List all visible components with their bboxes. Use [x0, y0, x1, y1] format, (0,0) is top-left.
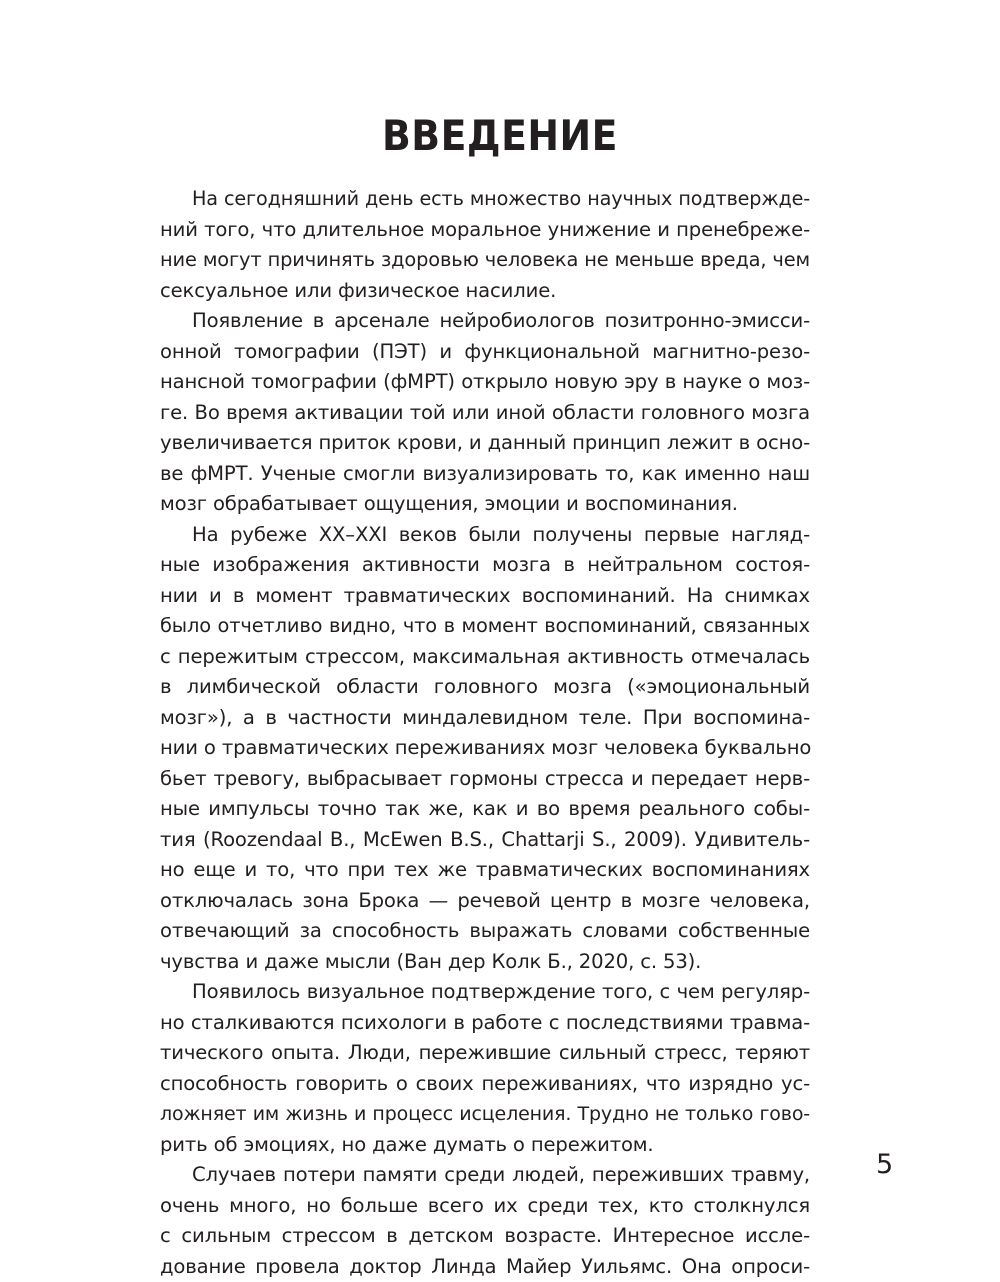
paragraph-line: было отчетливо видно, что в момент воспоминаний, связанных: [160, 611, 810, 642]
paragraph-line: ве фМРТ. Ученые смогли визуализировать то, как именно наш: [160, 459, 810, 490]
paragraph-line: онной томографии (ПЭТ) и функциональной магнитно-резо-: [160, 337, 810, 368]
paragraph-line: мозг»), а в частности миндалевидном теле. При воспомина-: [160, 703, 810, 734]
paragraph-line: очень много, но больше всего их среди тех, кто столкнулся: [160, 1191, 810, 1222]
paragraph-line: отвечающий за способность выражать словами собственные: [160, 916, 810, 947]
paragraph-line: сексуальное или физическое насилие.: [160, 276, 810, 307]
page-number: 5: [876, 1148, 893, 1182]
paragraph-line: дование провела доктор Линда Майер Уильямс. Она опроси-: [160, 1252, 810, 1282]
paragraph-line: тия (Roozendaal B., McEwen B.S., Chattarji S., 2009). Удивитель-: [160, 825, 810, 856]
paragraph-line: ние могут причинять здоровью человека не меньше вреда, чем: [160, 245, 810, 276]
paragraph-line: Появление в арсенале нейробиологов позитронно-эмисси-: [160, 306, 810, 337]
paragraph-line: Появилось визуальное подтверждение того, с чем регуляр-: [160, 977, 810, 1008]
paragraph-line: рить об эмоциях, но даже думать о пережитом.: [160, 1130, 810, 1161]
paragraph-line: в лимбической области головного мозга («эмоциональный: [160, 672, 810, 703]
paragraph-line: но сталкиваются психологи в работе с последствиями травма-: [160, 1008, 810, 1039]
paragraph-line: мозг обрабатывает ощущения, эмоции и воспоминания.: [160, 489, 810, 520]
paragraph-line: ные импульсы точно так же, как и во время реального собы-: [160, 794, 810, 825]
paragraph-line: нии и в момент травматических воспоминаний. На снимках: [160, 581, 810, 612]
paragraph-line: чувства и даже мысли (Ван дер Колк Б., 2020, с. 53).: [160, 947, 810, 978]
paragraph-line: способность говорить о своих переживаниях, что изрядно ус-: [160, 1069, 810, 1100]
paragraph-line: тического опыта. Люди, пережившие сильный стресс, теряют: [160, 1038, 810, 1069]
paragraph-line: бьет тревогу, выбрасывает гормоны стресса и передает нерв-: [160, 764, 810, 795]
paragraph-line: увеличивается приток крови, и данный принцип лежит в осно-: [160, 428, 810, 459]
paragraph-line: На сегодняшний день есть множество научных подтвержде-: [160, 184, 810, 215]
paragraph-line: нансной томографии (фМРТ) открыло новую эру в науке о моз-: [160, 367, 810, 398]
body-text: [160, 184, 810, 1282]
paragraph-line: ложняет им жизнь и процесс исцеления. Трудно не только гово-: [160, 1099, 810, 1130]
paragraph-line: отключалась зона Брока — речевой центр в мозге человека,: [160, 886, 810, 917]
paragraph-line: Случаев потери памяти среди людей, переживших травму,: [160, 1160, 810, 1191]
paragraph-line: ге. Во время активации той или иной области головного мозга: [160, 398, 810, 429]
paragraph-line: но еще и то, что при тех же травматических воспоминаниях: [160, 855, 810, 886]
chapter-title: ВВЕДЕНИЕ: [0, 110, 1000, 162]
paragraph-line: ные изображения активности мозга в нейтральном состоя-: [160, 550, 810, 581]
paragraph-line: нии о травматических переживаниях мозг человека буквально: [160, 733, 810, 764]
paragraph-line: ний того, что длительное моральное унижение и пренебреже-: [160, 215, 810, 246]
paragraph-line: с сильным стрессом в детском возрасте. Интересное иссле-: [160, 1221, 810, 1252]
paragraph-line: с пережитым стрессом, максимальная активность отмечалась: [160, 642, 810, 673]
paragraph-line: На рубеже XX–XXI веков были получены первые нагляд-: [160, 520, 810, 551]
